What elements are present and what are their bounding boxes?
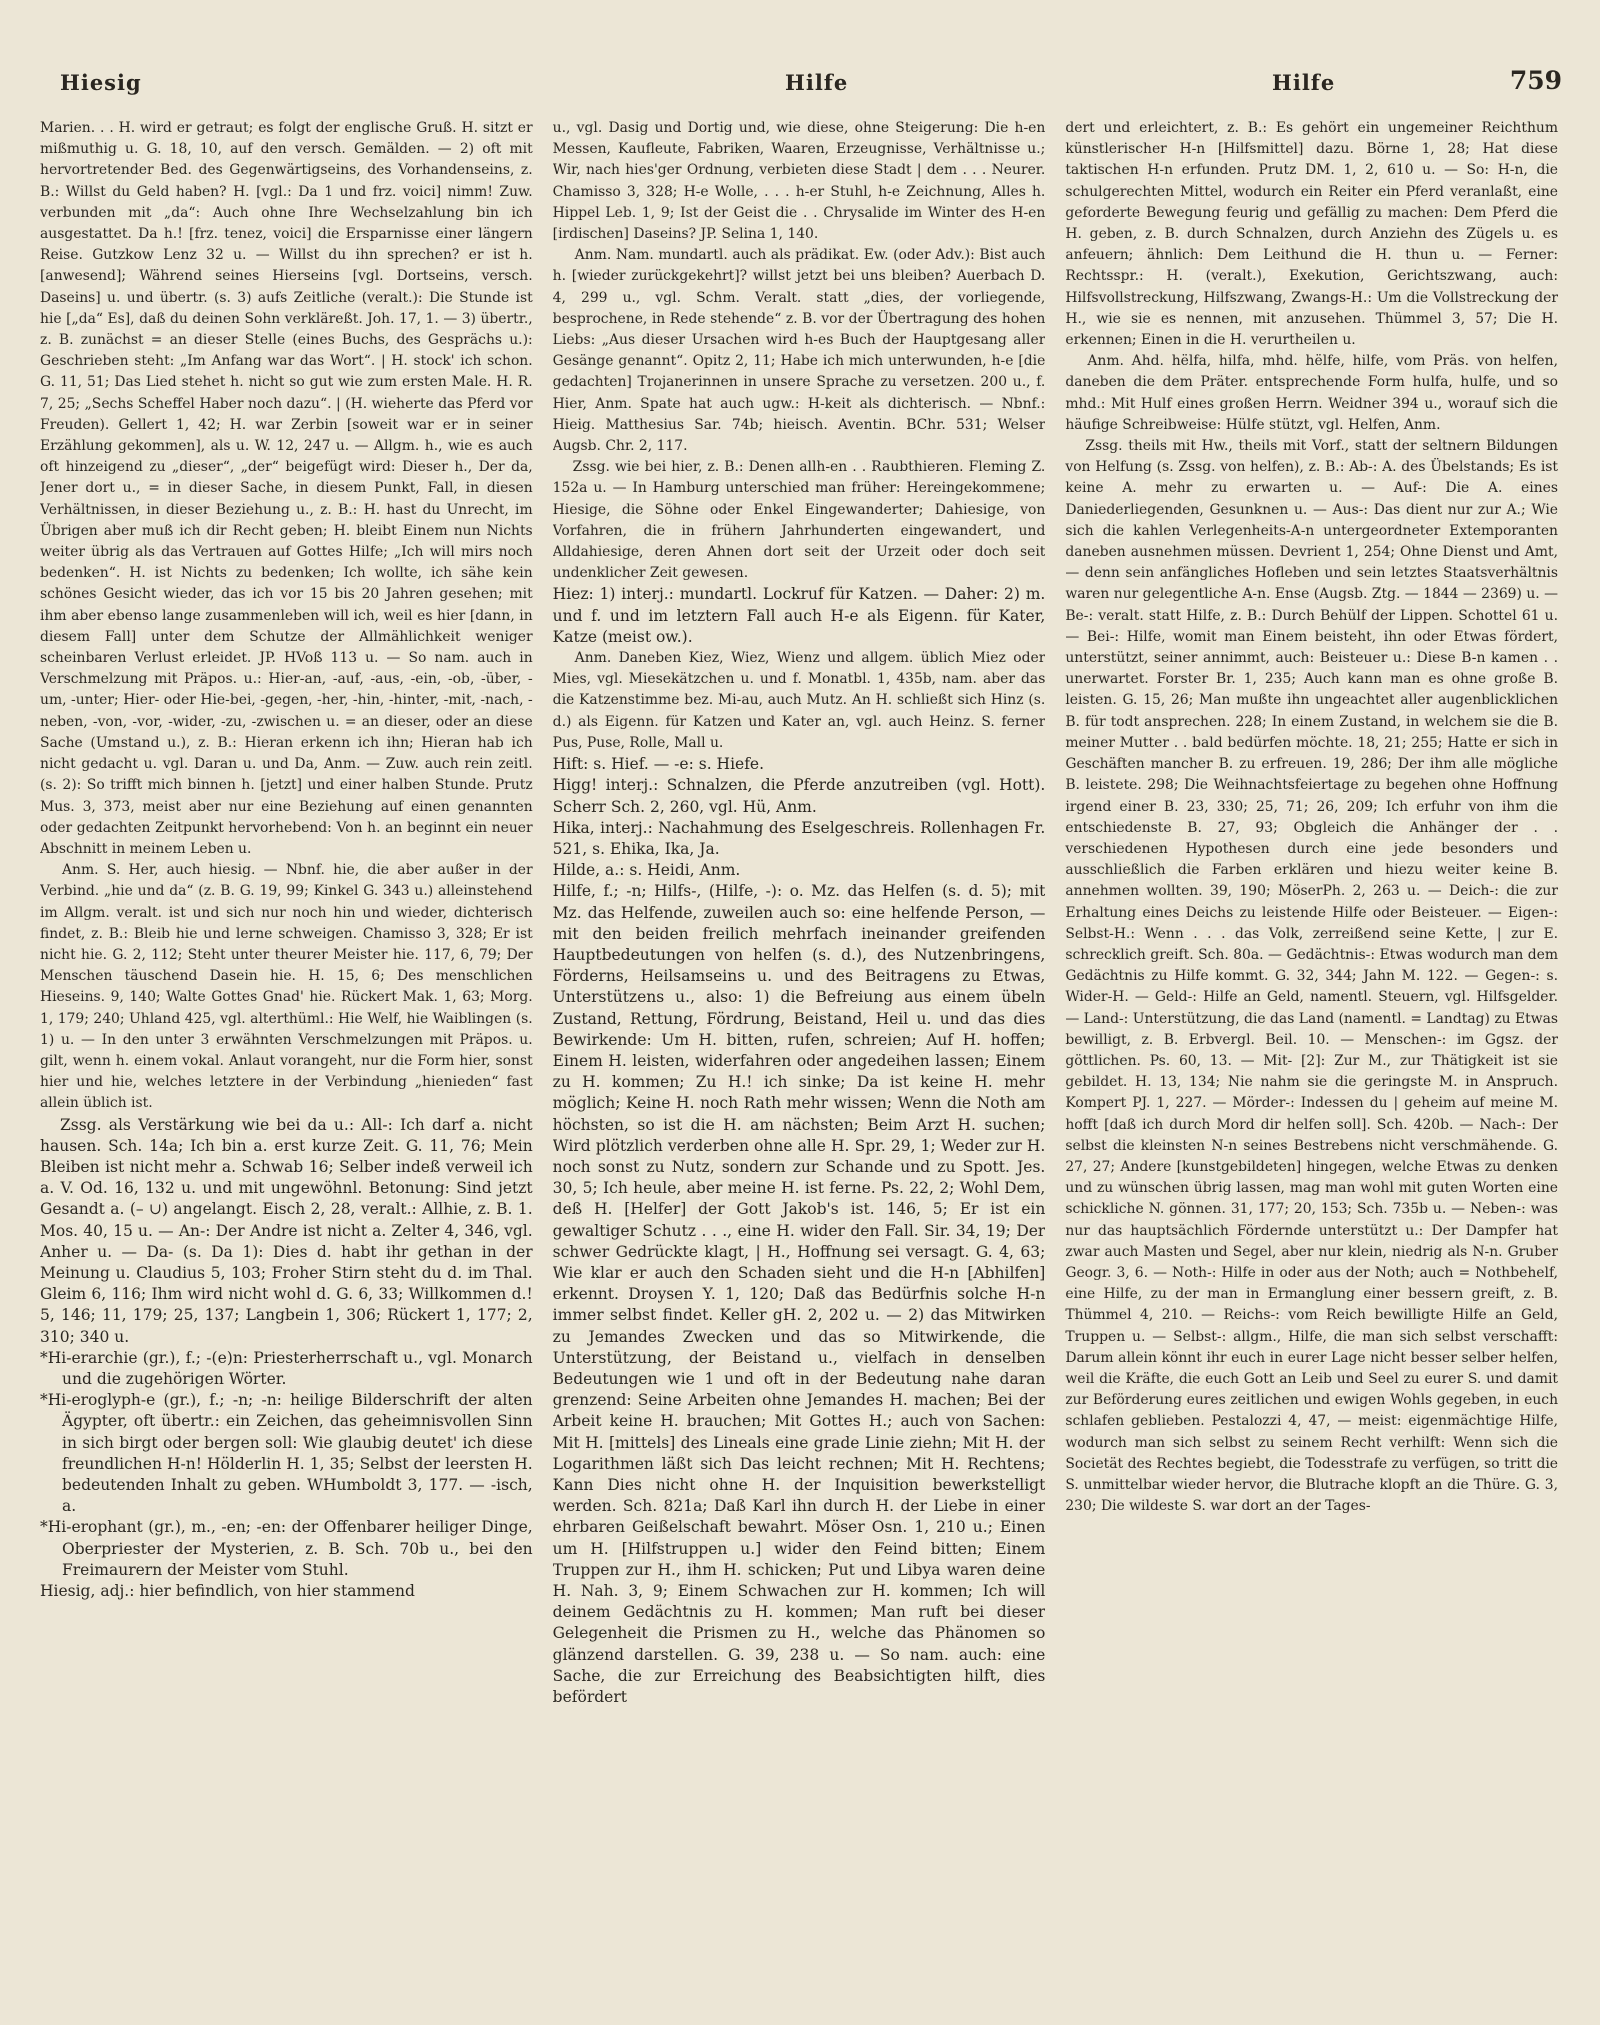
- annotation-paragraph: Anm. Ahd. hëlfa, hilfa, mhd. hëlfe, hilfe, vom Präs. von helfen, daneben die dem Präter. entsprechende Form hulfa, hulfe, und so mhd.: Mit Hulf eines großen Herrn. Weidner 394 u., worauf sich die häufige Schreibweise: Hülfe stützt, vgl. Helfen, Anm.: [1065, 353, 1559, 433]
- column-3-paragraph: dert und erleichtert, z. B.: Es gehört ein ungemeiner Reichthum künstlerischer H-n [Hilfsmittel] dazu. Börne 1, 28; Hat diese taktischen H-n erfunden. Prutz DM. 1, 2, 610 u. — So: H-n, die schulgerechten Mittel, wodurch ein Reiter ein Pferd veranlaßt, eine geforderte Bewegung feurig und gefällig zu machen: Dem Pferd die H. geben, z. B. durch Schnalzen, durch Anziehn des Zügels u. es anfeuern; ähnlich: Dem Leithund die H. thun u. — Ferner: Rechtsspr.: H. (veralt.), Exekution, Gerichtszwang, auch: Hilfsvollstreckung, Hilfszwang, Zwangs-H.: Um die Vollstreckung der H., wie sie es nennen, mit anzusehen. Thümmel 3, 57; Die H. erkennen; Einen in die H. verurtheilen u.: [1065, 120, 1559, 349]
- annotation-paragraph: Anm. S. Her, auch hiesig. — Nbnf. hie, die aber außer in der Verbind. „hie und da“ (z. B. G. 19, 99; Kinkel G. 343 u.) alleinstehend im Allgm. veralt. ist und sich nur noch hin und wieder, dichterisch findet, z. B.: Bleib hie und lerne schweigen. Chamisso 3, 328; Er ist nicht hie. G. 2, 112; Steht unter theurer Meister hie. 117, 6, 79; Der Menschen täuschend Dasein hie. H. 15, 6; Des menschlichen Hieseins. 9, 140; Walte Gottes Gnad' hie. Rückert Mak. 1, 63; Morg. 1, 179; 240; Uhland 425, vgl. alterthüml.: Hie Welf, hie Waiblingen (s. 1) u. — In den unter 3 erwähnten Verschmelzungen mit Präpos. u. gilt, wenn h. einem vokal. Anlaut vorangeht, nur die Form hier, sonst hier und hie, welches letztere in der Verbindung „hienieden“ fast allein üblich ist.: [40, 862, 533, 1112]
- entry-higg: Higg! interj.: Schnalzen, die Pferde anzutreiben (vgl. Hott). Scherr Sch. 2, 260, vgl. Hü, Anm.: [552, 776, 1046, 816]
- entry-hierarchie: *Hi-erarchie (gr.), f.; -(e)n: Priesterherrschaft u., vgl. Monarch und die zugehörigen Wörter.: [40, 1348, 533, 1388]
- column-2-paragraph: u., vgl. Dasig und Dortig und, wie diese, ohne Steigerung: Die h-en Messen, Kaufleute, Fabriken, Waaren, Erzeugnisse, Verhältnisse u.; Wir, nach hies'ger Ordnung, verbieten diese Stadt | dem . . . Neurer. Chamisso 3, 328; H-e Wolle, . . . h-er Stuhl, h-e Zeichnung, Alles h. Hippel Leb. 1, 9; Ist der Geist die . . Chrysalide im Winter des H-en [irdischen] Daseins? JP. Selina 1, 140.: [552, 120, 1046, 243]
- entry-hieroglyphe: *Hi-eroglyph-e (gr.), f.; -n; -n: heilige Bilderschrift der alten Ägypter, oft übertr.: ein Zeichen, das geheimnisvollen Sinn in sich birgt oder bergen soll: Wie glaubig deutet' ich diese freundlichen H-n! Hölderlin H. 1, 35; Selbst der leersten H. bedeutenden Inhalt zu geben. WHumboldt 3, 177. — -isch, a.: [40, 1391, 533, 1516]
- running-header: [40, 66, 1562, 106]
- entry-hilde: Hilde, a.: s. Heidi, Anm.: [552, 861, 741, 880]
- column-2: [553, 118, 1046, 2005]
- column-1: [40, 118, 533, 2005]
- annotation-paragraph: Anm. Daneben Kiez, Wiez, Wienz und allgem. üblich Miez oder Mies, vgl. Miesekätzchen u. und f. Monatbl. 1, 435b, nam. aber das die Katzenstimme bez. Mi-au, auch Mutz. An H. schließt sich Hinz (s. d.) als Eigenn. für Katzen und Kater an, vgl. auch Heinz. S. ferner Pus, Puse, Rolle, Mall u.: [552, 650, 1046, 751]
- compound-paragraph: Zssg. wie bei hier, z. B.: Denen allh-en . . Raubthieren. Fleming Z. 152a u. — In Hamburg unterschied man früher: Hereingekommene; Hiesige, die Söhne oder Enkel Eingewanderter; Dahiesige, von Vorfahren, die in frühern Jahrhunderten eingewandert, und Alldahiesige, deren Ahnen dort seit der Urzeit oder doch seit undenklicher Zeit gewesen.: [552, 459, 1046, 582]
- entry-hift: Hift: s. Hief. — -e: s. Hiefe.: [552, 755, 765, 774]
- entry-hika: Hika, interj.: Nachahmung des Eselgeschreis. Rollenhagen Fr. 521, s. Ehika, Ika, Ja.: [552, 818, 1046, 858]
- annotation-paragraph: Anm. Nam. mundartl. auch als prädikat. Ew. (oder Adv.): Bist auch h. [wieder zurückgekehrt]? willst jetzt bei uns bleiben? Auerbach D. 4, 299 u., vgl. Schm. Veralt. statt „dies, der vorliegende, besprochene, in Rede stehende“ z. B. vor der Übertragung des hohen Liebs: „Aus dieser Ursachen wird h-es Buch der Hauptgesang aller Gesänge genannt“. Opitz 2, 11; Habe ich mich unterwunden, h-e [die gedachten] Trojanerinnen in unsere Sprache zu versetzen. 200 u., f. Hier, Anm. Spate hat auch ugw.: H-keit als dichterisch. — Nbnf.: Hieig. Matthesius Sar. 74b; hieisch. Aventin. BChr. 531; Welser Augsb. Chr. 2, 117.: [552, 247, 1046, 455]
- column-1-paragraph: Marien. . . H. wird er getraut; es folgt der englische Gruß. H. sitzt er mißmuthig u. G. 18, 10, auf den versch. Gemälden. — 2) oft mit hervortretender Bed. des Gegenwärtigseins, des Vorhandenseins, z. B.: Willst du Geld haben? H. [vgl.: Da 1 und frz. voici] nimm! Zuw. verbunden mit „da“: Auch ohne Ihre Wechselzahlung bin ich ausgestattet. Da h.! [frz. tenez, voici] die Ersparnisse einer längern Reise. Gutzkow Lenz 32 u. — Willst du ihn sprechen? er ist h. [anwesend]; Während seines Hierseins [vgl. Dortseins, versch. Daseins] u. und übertr. (s. 3) aufs Zeitliche (veralt.): Die Stunde ist hie [„da“ Es], daß du deinen Sohn verkläreßt. Joh. 17, 1. — 3) übertr., z. B. zunächst = an dieser Stelle (eines Buchs, des Gesprächs u.): Geschrieben steht: „Im Anfang war das Wort“. | H. stock' ich schon. G. 11, 51; Das Lied stehet h. nicht so gut wie zum ersten Male. H. R. 7, 25; „Sechs Scheffel Haber noch dazu“. | (H. wieherte das Pferd vor Freuden). Gellert 1, 42; H. war Zerbin [soweit war er in seiner Erzählung gekommen], als u. W. 12, 247 u. — Allgm. h., wie es auch oft hinzeigend zu „dieser“, „der“ beigefügt wird: Dieser h., Der da, Jener dort u., = in dieser Sache, in diesem Punkt, Fall, in diesen Verhältnissen, in dieser Beziehung u., z. B.: H. hast du Unrecht, im Übrigen aber muß ich dir Recht geben; H. bleibt Einem nun Nichts weiter übrig als das Vertrauen auf Gottes Hilfe; „Ich will mirs noch bedenken“. H. ist Nichts zu bedenken; Ich wollte, ich sähe kein schönes Gesicht wieder, das ich vor 15 bis 20 Jahren gesehen; mit ihm aber ebenso lange zusammenleben will ich, weil es hier [dann, in diesem Fall] unter dem Schutze der Allmählichkeit weniger scheinbaren Verlust erleidet. JP. HVoß 113 u. — So nam. auch in Verschmelzung mit Präpos. u.: Hier-an, -auf, -aus, -ein, -ob, -über, -um, -unter; Hier- oder Hie-bei, -gegen, -her, -hin, -hinter, -mit, -nach, -neben, -von, -vor, -wider, -zu, -zwischen u. = an dieser, oder an diese Sache (Umstand u.), z. B.: Hieran erkenn ich ihn; Hieran hab ich nicht gedacht u. vgl. Daran u. und Da, Anm. — Zuw. auch rein zeitl. (s. 2): So trifft mich binnen h. [jetzt] und einer halben Stunde. Prutz Mus. 3, 373, meist aber nur eine Beziehung auf einen genannten oder gedachten Zeitpunkt hervorhebend: Von h. an beginnt ein neuer Abschnitt in meinem Leben u.: [40, 120, 533, 857]
- entry-hilfe: Hilfe, f.; -n; Hilfs-, (Hilfe, -): o. Mz. das Helfen (s. d. 5); mit Mz. das Helfende, zuweilen auch so: eine helfende Person, — mit den beiden freilich mehrfach ineinander greifenden Hauptbedeutungen von helfen (s. d.), des Nutzenbringens, Förderns, Heilsamseins u. und des Beitragens zu Etwas, Unterstützens u., also: 1) die Befreiung aus einem übeln Zustand, Rettung, Fördrung, Beistand, Heil u. und das dies Bewirkende: Um H. bitten, rufen, schreien; Auf H. hoffen; Einem H. leisten, widerfahren oder angedeihen lassen; Einem zu H. kommen; Zu H.! ich sinke; Da ist keine H. mehr möglich; Keine H. noch Rath mehr wissen; Wenn die Noth am höchsten, so ist die H. am nächsten; Beim Arzt H. suchen; Wird plötzlich verderben ohne alle H. Spr. 29, 1; Weder zur H. noch sonst zu Nutz, sondern zur Schande und zu Spott. Jes. 30, 5; Ich heule, aber meine H. ist ferne. Ps. 22, 2; Wohl Dem, deß H. [Helfer] der Gott Jakob's ist. 146, 5; Er ist ein gewaltiger Schutz . . ., eine H. wider den Fall. Sir. 34, 19; Der schwer Gedrückte klagt, | H., Hoffnung sei versagt. G. 4, 63; Wie klar er auch den Schaden sieht und die H-n [Abhilfen] erkennt. Droysen Y. 1, 120; Daß das Bedürfnis solche H-n immer selbst findet. Keller gH. 2, 202 u. — 2) das Mitwirken zu Jemandes Zwecken und das so Mitwirkende, die Unterstützung, der Beistand u., vielfach in denselben Bedeutungen wie 1 und oft in der Bedeutung nahe daran grenzend: Seine Arbeiten ohne Jemandes H. machen; Bei der Arbeit keine H. brauchen; Mit Gottes H.; auch von Sachen: Mit H. [mittels] des Lineals eine grade Linie ziehn; Mit H. der Logarithmen läßt sich Das leicht rechnen; Mit H. Rechtens; Kann Dies nicht ohne H. der Inquisition bewerkstelligt werden. Sch. 821a; Daß Karl ihn durch H. der Liebe in einer ehrbaren Geißelschaft bewahrt. Möser Osn. 1, 210 u.; Einen um H. [Hilfstruppen u.] wider den Feind bitten; Einem Truppen zur H., ihm H. schicken; Put und Libya waren deine H. Nah. 3, 9; Einem Schwachen zur H. kommen; Ich will deinem Gedächtnis zu H. kommen; Man ruft bei dieser Gelegenheit die Prismen zu H., welche das Phänomen so glänzend darstellen. G. 39, 238 u. — So nam. auch: eine Sache, die zur Erreichung des Beabsichtigten hilft, dies befördert: [552, 882, 1046, 1707]
- column-3: [1065, 118, 1558, 2005]
- header-left-headword: Hiesig: [60, 70, 142, 95]
- compound-paragraph: Zssg. theils mit Hw., theils mit Vorf., statt der seltnern Bildungen von Helfung (s. Zssg. von helfen), z. B.: Ab-: A. des Übelstands; Es ist keine A. mehr zu erwarten u. — Auf-: Die A. eines Daniederliegenden, Gesunknen u. — Aus-: Das dient nur zur A.; Wie sich die kahlen Verlegenheits-A-n untergeordneter Extemporanten daneben ausnehmen müssen. Devrient 1, 254; Ohne Dienst und Amt, — denn sein anfängliches Hofleben und sein letztes Staatsverhältnis waren nur gelegentliche A-n. Ense (Augsb. Ztg. — 1844 — 2369) u. — Be-: veralt. statt Hilfe, z. B.: Durch Behülf der Lippen. Schottel 61 u. — Bei-: Hilfe, womit man Einem beisteht, ihn oder Etwas fördert, unterstützt, seiner annimmt, auch: Beisteuer u.: Diese B-n kamen . . unerwartet. Forster Br. 1, 235; Auch kann man es ohne große B. leisten. G. 15, 26; Man mußte ihn ungeachtet aller augenblicklichen B. für todt ansprechen. 228; In einem Zustand, in welchem sie die B. meiner Mutter . . bald bedürfen möchte. 18, 21; 255; Hatte er sich in Geschäften mancher B. zu erfreuen. 19, 286; Der ihm alle mögliche B. leistete. 298; Die Weihnachtsfeiertage zu begehen ohne Hoffnung irgend einer B. 23, 330; 25, 71; 26, 209; Ich erfuhr von ihm die entschiedenste B. 27, 93; Obgleich die Anhänger der . . verschiedenen Hypothesen durch eine jede besonders und ausschließlich die Farben erklären und hiezu weiter keine B. annehmen wollten. 39, 190; MöserPh. 2, 263 u. — Deich-: die zur Erhaltung eines Deichs zu leistende Hilfe oder Beisteuer. — Eigen-: Selbst-H.: Wenn . . . das Volk, zerreißend seine Kette, | zur E. schrecklich greift. Sch. 80a. — Gedächtnis-: Etwas wodurch man dem Gedächtnis zu Hilfe kommt. G. 32, 344; Jahn M. 122. — Gegen-: s. Wider-H. — Geld-: Hilfe an Geld, namentl. Steuern, vgl. Hilfsgelder. — Land-: Unterstützung, die das Land (namentl. = Landtag) zu Etwas bewilligt, z. B. Erbvergl. Beil. 10. — Menschen-: im Ggsz. der göttlichen. Ps. 60, 13. — Mit- [2]: Zur M., zur Thätigkeit ist sie gebildet. H. 13, 134; Nie nahm sie die geringste M. in Anspruch. Kompert PJ. 1, 227. — Mörder-: Indessen du | geheim auf meine M. hofft [daß ich durch Mord dir helfen soll]. Sch. 420b. — Nach-: Der selbst die kleinsten N-n seines Bestrebens nicht verschmähende. G. 27, 27; Andere [kunstgebildeten] hingegen, welche Etwas zu denken und zu wünschen übrig lassen, mag man wohl mit guten Worten eine schickliche N. gönnen. 31, 177; 20, 153; Sch. 735b u. — Neben-: was nur das hauptsächlich Fördernde unterstützt u.: Der Dampfer hat zwar auch Masten und Segel, aber nur klein, niedrig als N-n. Gruber Geogr. 3, 6. — Noth-: Hilfe in oder aus der Noth; auch = Nothbehelf, eine Hilfe, zu der man in Ermanglung einer bessern greift, z. B. Thümmel 4, 210. — Reichs-: vom Reich bewilligte Hilfe an Geld, Truppen u. — Selbst-: allgm., Hilfe, die man sich selbst verschafft: Darum allein könnt ihr euch in eurer Lage nicht besser selber helfen, weil die Kräfte, die euch Gott an Leib und Seel zu eurer S. und damit zur Beförderung eures zeitlichen und ewigen Wohls gegeben, in euch schlafen geblieben. Pestalozzi 4, 47, — meist: eigenmächtige Hilfe, wodurch man sich selbst zu seinem Recht verhilft: Wenn sich die Societät des Rechtes begiebt, die Todesstrafe zu verfügen, so tritt die S. unmittelbar wieder hervor, die Blutrache klopft an die Thüre. G. 3, 230; Die wildeste S. war dort an der Tages-: [1065, 438, 1559, 1515]
- text-columns: [40, 118, 1558, 2005]
- page-number: 759: [1509, 66, 1562, 95]
- header-right-headword: Hilfe: [1272, 70, 1336, 95]
- entry-hierophant: *Hi-erophant (gr.), m., -en; -en: der Offenbarer heiliger Dinge, Oberpriester der Mysterien, z. B. Sch. 70b u., bei den Freimaurern der Meister vom Stuhl.: [40, 1518, 533, 1579]
- entry-hiez: Hiez: 1) interj.: mundartl. Lockruf für Katzen. — Daher: 2) m. und f. und im letztern Fall auch H-e als Eigenn. für Kater, Katze (meist ow.).: [552, 585, 1046, 646]
- entry-hiesig: Hiesig, adj.: hier befindlich, von hier stammend: [40, 1582, 415, 1601]
- compound-paragraph: Zssg. als Verstärkung wie bei da u.: All-: Ich darf a. nicht hausen. Sch. 14a; Ich bin a. erst kurze Zeit. G. 11, 76; Mein Bleiben ist nicht mehr a. Schwab 16; Selber indeß verweil ich a. V. Od. 16, 132 u. und mit ungewöhnl. Betonung: Sind jetzt Gesandt a. (– ∪) angelangt. Eisch 2, 28, veralt.: Allhie, z. B. 1. Mos. 40, 15 u. — An-: Der Andre ist nicht a. Zelter 4, 346, vgl. Anher u. — Da- (s. Da 1): Dies d. habt ihr gethan in der Meinung u. Claudius 5, 103; Froher Stirn steht du d. im Thal. Gleim 6, 116; Ihm wird nicht wohl d. G. 6, 33; Willkommen d.! 5, 146; 11, 179; 25, 137; Langbein 1, 306; Rückert 1, 177; 2, 310; 340 u.: [40, 1115, 533, 1346]
- header-center-headword: Hilfe: [785, 70, 849, 95]
